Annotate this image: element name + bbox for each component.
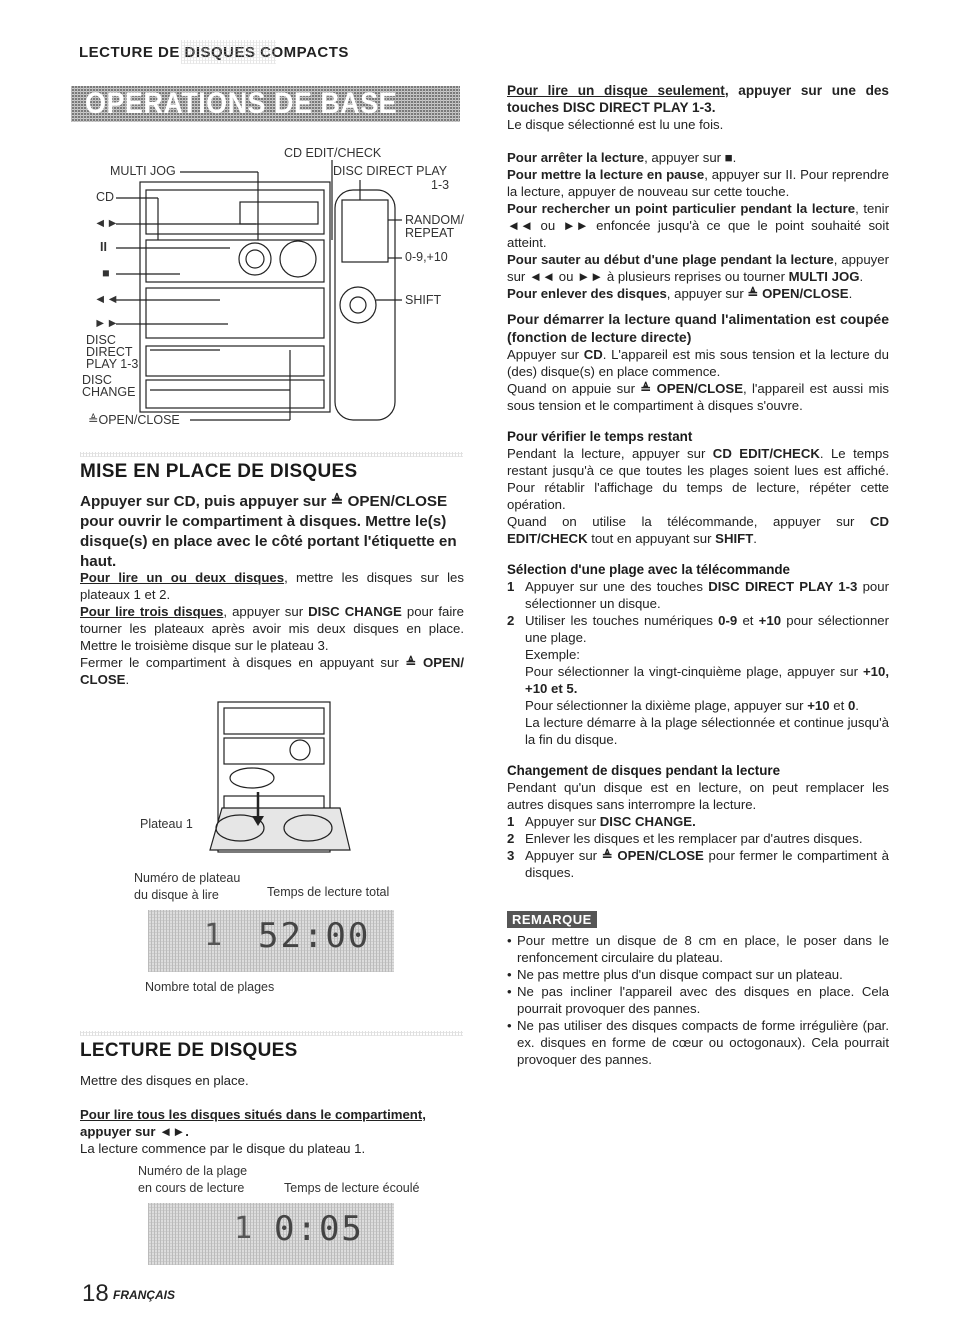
label-stop: ■ bbox=[102, 266, 110, 280]
r1-text: Le disque sélectionné est lu une fois. bbox=[507, 117, 724, 132]
skip-para: Pour sauter au début d'une plage pendant la lecture, appuyer sur ◄◄ ou ►► à plusieurs reprises ou tourner MULTI JOG. bbox=[507, 252, 889, 284]
mise-p3: Fermer le compartiment à disques en appuyant sur ≜ OPEN/ CLOSE. bbox=[80, 655, 464, 687]
label-disc-direct: DISC DIRECT PLAY bbox=[333, 164, 448, 178]
chg-list bbox=[507, 813, 889, 881]
direct-p2: Quand on appuie sur ≜ OPEN/CLOSE, l'appareil est aussi mis sous tension et le compartiment à disques s'ouvre. bbox=[507, 381, 890, 413]
search-para: Pour rechercher un point particulier pendant la lecture, tenir ◄◄ ou ►► enfoncée jusqu'à ce que le point souhaité soit atteint. bbox=[507, 201, 890, 250]
pause-para: Pour mettre la lecture en pause, appuyer sur II. Pour reprendre la lecture, appuyer de nouveau sur cette touche. bbox=[507, 167, 889, 199]
divider-1 bbox=[80, 452, 463, 457]
display-1-time: 52:00 bbox=[258, 916, 371, 956]
label-num-plage-2: en cours de lecture bbox=[138, 1181, 245, 1195]
label-pause: II bbox=[100, 240, 107, 254]
mise-title: MISE EN PLACE DE DISQUES bbox=[80, 461, 358, 482]
time-p2: Quand on utilise la télécommande, appuyer sur CD EDIT/CHECK tout en appuyant sur SHIFT. bbox=[507, 514, 889, 546]
label-temps-total: Temps de lecture total bbox=[267, 885, 390, 899]
label-open-close: ≜OPEN/CLOSE bbox=[88, 413, 180, 427]
lecture-title: LECTURE DE DISQUES bbox=[80, 1040, 298, 1061]
chg-step-1: 1 Appuyer sur DISC CHANGE. bbox=[507, 814, 696, 829]
mise-instruction: Appuyer sur CD, puis appuyer sur ≜ OPEN/CLOSE pour ouvrir le compartiment à disques. Mettre le(s) disque(s) en place avec le côté portant l'étiquette en haut. bbox=[80, 493, 457, 570]
label-cd: CD bbox=[96, 190, 115, 204]
mise-body bbox=[80, 569, 464, 688]
page-number: 18 bbox=[82, 1280, 109, 1307]
note-item: • Ne pas mettre plus d'un disque compact sur un plateau. bbox=[507, 966, 889, 983]
direct-p1: Appuyer sur CD. L'appareil est mis sous tension et la lecture du (des) disque(s) en place commence. bbox=[507, 347, 889, 379]
display-2-track: 1 bbox=[234, 1211, 253, 1246]
display-1 bbox=[148, 910, 394, 972]
chg-p: Pendant qu'un disque est en lecture, on peut remplacer les autres disques sans interrompre la lecture. bbox=[507, 780, 889, 812]
label-random-1: RANDOM/ bbox=[405, 213, 465, 227]
label-num-plateau-2: du disque à lire bbox=[134, 888, 219, 902]
remarque-badge: REMARQUE bbox=[507, 911, 597, 928]
note-item: • Pour mettre un disque de 8 cm en place, le poser dans le renfoncement circulaire du plateau. bbox=[507, 932, 889, 966]
label-disc-direct-l2: DIRECT bbox=[86, 345, 133, 359]
label-plateau: Plateau 1 bbox=[140, 817, 193, 831]
section-header: LECTURE DE DISQUES COMPACTS bbox=[79, 44, 349, 61]
direct-title: Pour démarrer la lecture quand l'alimentation est coupée (fonction de lecture directe) bbox=[507, 311, 889, 345]
page-lang: FRANÇAIS bbox=[113, 1288, 175, 1302]
label-shift: SHIFT bbox=[405, 293, 442, 307]
sel-example-1: Pour sélectionner la vingt-cinquième plage, appuyer sur +10, +10 et 5. bbox=[525, 664, 889, 696]
note-item: • Ne pas incliner l'appareil avec des disques en place. Cela pourrait provoquer des pannes. bbox=[507, 983, 889, 1017]
time-p1: Pendant la lecture, appuyer sur CD EDIT/CHECK. Le temps restant jusqu'à ce que toutes les plages soient lues est affiché. Pour rétablir l'affichage du temps de lecture, répéter cette opération. bbox=[507, 446, 889, 512]
display-2-time: 0:05 bbox=[274, 1209, 364, 1249]
sel-step-2: 2 Utiliser les touches numériques 0-9 et +10 pour sélectionner une plage. Exemple: Pour sélectionner la vingt-cinquième plage, appuyer sur +10, +10 et 5. Pour sélectionner la dixième plage, appuyer sur +10 et 0. La lecture démarre à la plage sélectionnée et continue jusqu'à la fin du disque. bbox=[507, 613, 889, 747]
label-play: ◄► bbox=[94, 216, 119, 230]
display-1-disc: 1 bbox=[204, 918, 223, 953]
time-title: Pour vérifier le temps restant bbox=[507, 429, 693, 444]
notes-list bbox=[507, 932, 889, 1068]
banner bbox=[71, 86, 460, 122]
banner-title: OPERATIONS DE BASE bbox=[85, 87, 398, 120]
label-numkeys: 0-9,+10 bbox=[405, 250, 448, 264]
remove-para: Pour enlever des disques, appuyer sur ≜ OPEN/CLOSE. bbox=[507, 286, 853, 301]
r1-title: Pour lire un disque seulement, appuyer sur une des touches DISC DIRECT PLAY 1-3. bbox=[507, 83, 889, 115]
divider-2 bbox=[80, 1031, 463, 1036]
label-disc-direct-l1: DISC bbox=[86, 333, 116, 347]
label-multi-jog: MULTI JOG bbox=[110, 164, 176, 178]
chg-step-2: 2 Enlever les disques et les remplacer par d'autres disques. bbox=[507, 831, 863, 846]
label-disc-direct-l3: PLAY 1-3 bbox=[86, 357, 139, 371]
lecture-p2: Pour lire tous les disques situés dans le compartiment, appuyer sur ◄►. La lecture commence par le disque du plateau 1. bbox=[80, 1107, 426, 1156]
sel-example-2: Pour sélectionner la dixième plage, appuyer sur +10 et 0. bbox=[525, 698, 859, 713]
label-disc-change-1: DISC bbox=[82, 373, 112, 387]
display-2 bbox=[148, 1203, 394, 1265]
sel-step-1: 1 Appuyer sur une des touches DISC DIRECT PLAY 1-3 pour sélectionner un disque. bbox=[507, 579, 889, 611]
cd-unit-figure bbox=[80, 140, 470, 440]
label-nombre-plages: Nombre total de plages bbox=[145, 980, 275, 994]
chg-title: Changement de disques pendant la lecture bbox=[507, 763, 781, 778]
chg-step-3: 3 Appuyer sur ≜ OPEN/CLOSE pour fermer le compartiment à disques. bbox=[507, 848, 889, 880]
sel-list bbox=[507, 578, 889, 748]
disc-tray-figure bbox=[200, 700, 360, 865]
stop-para: Pour arrêter la lecture, appuyer sur ■. bbox=[507, 150, 737, 165]
header-shade bbox=[181, 40, 276, 64]
label-num-plateau-1: Numéro de plateau bbox=[134, 871, 241, 885]
label-ff: ►► bbox=[94, 316, 119, 330]
sel-example-3: La lecture démarre à la plage sélectionnée et continue jusqu'à la fin du disque. bbox=[525, 715, 889, 747]
lecture-p1: Mettre des disques en place. bbox=[80, 1073, 249, 1088]
note-item: • Ne pas utiliser des disques compacts de forme irrégulière (par. ex. disques en forme de cœur ou octogonaux). Cela pourrait provoquer des pannes. bbox=[507, 1017, 889, 1068]
label-num-plage-1: Numéro de la plage bbox=[138, 1164, 248, 1178]
label-cd-edit: CD EDIT/CHECK bbox=[284, 146, 382, 160]
right-column bbox=[507, 82, 889, 1068]
mise-p1: Pour lire un ou deux disques, mettre les disques sur les plateaux 1 et 2. bbox=[80, 570, 464, 602]
label-temps-ecoule: Temps de lecture écoulé bbox=[284, 1181, 420, 1195]
sel-example-label: Exemple: bbox=[525, 647, 580, 662]
label-random-2: REPEAT bbox=[405, 226, 455, 240]
label-rew: ◄◄ bbox=[94, 292, 119, 306]
label-disc-direct-range: 1-3 bbox=[431, 178, 450, 192]
label-disc-change-2: CHANGE bbox=[82, 385, 136, 399]
sel-title: Sélection d'une plage avec la télécommande bbox=[507, 562, 791, 577]
mise-p2: Pour lire trois disques, appuyer sur DISC CHANGE pour faire tourner les plateaux après avoir mis deux disques en place. Mettre le troisième disque sur le plateau 3. bbox=[80, 604, 464, 653]
